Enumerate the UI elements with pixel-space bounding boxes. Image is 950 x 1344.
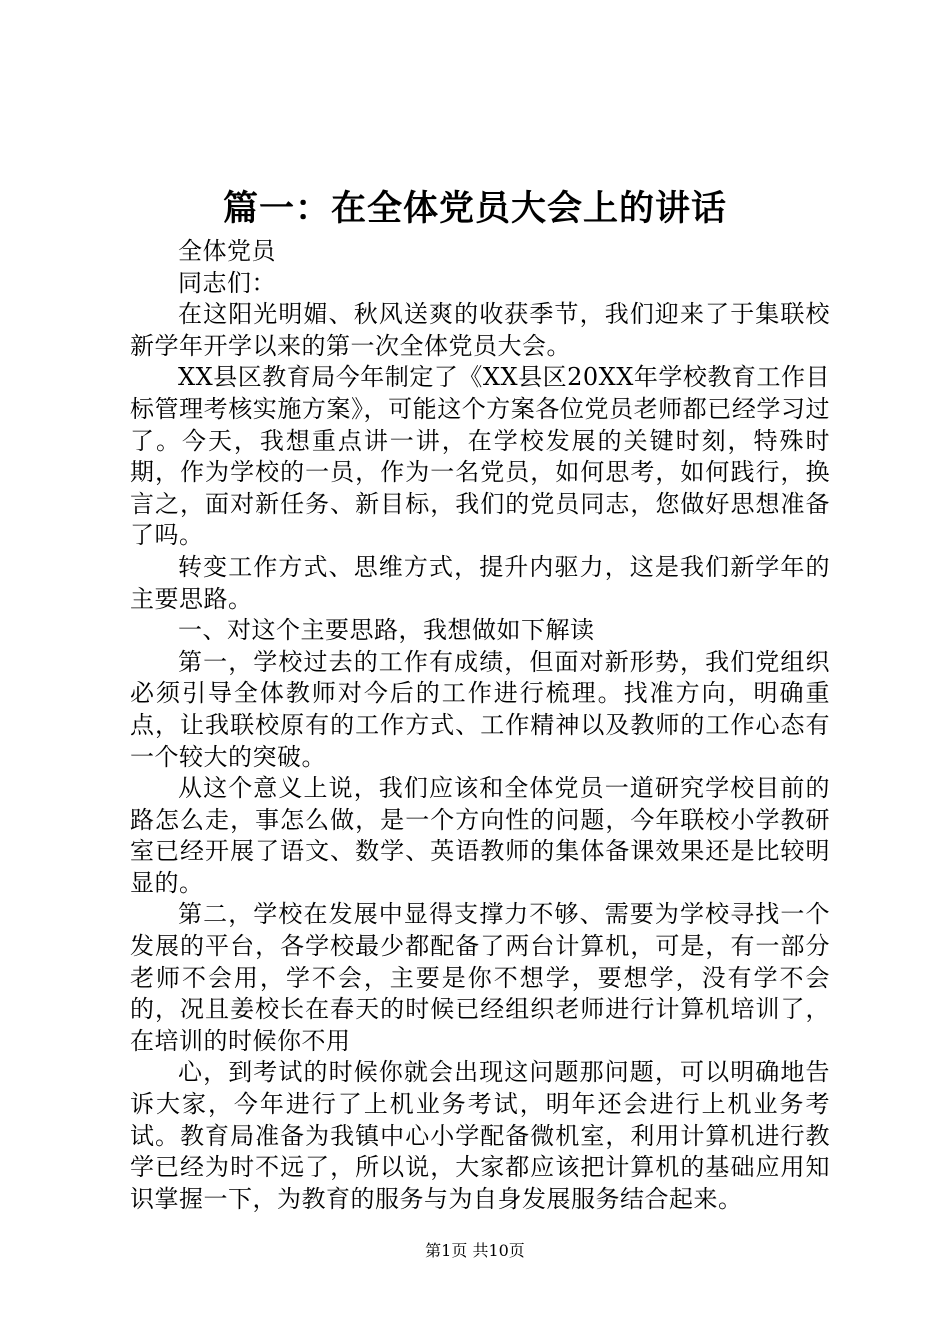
salutation-line: 全体党员 — [178, 237, 276, 265]
greeting-line: 同志们： — [178, 268, 276, 297]
paragraph: 转变工作方式、思维方式，提升内驱力，这是我们新学年的主要思路。 — [130, 552, 830, 613]
paragraph: 第二，学校在发展中显得支撑力不够、需要为学校寻找一个发展的平台，各学校最少都配备了两台计算机，可是，有一部分老师不会用，学不会，主要是你不想学，要想学，没有学不会的，况且姜校长在春天的时候已经组织老师进行计算机培训了，在培训的时候你不用 — [130, 900, 830, 1055]
paragraph: 从这个意义上说，我们应该和全体党员一道研究学校目前的路怎么走，事怎么做，是一个方向性的问题，今年联校小学教研室已经开展了语文、数学、英语教师的集体备课效果还是比较明显的。 — [130, 774, 830, 897]
paragraph: XX县区教育局今年制定了《XX县区20XX年学校教育工作目标管理考核实施方案》，可能这个方案各位党员老师都已经学习过了。今天，我想重点讲一讲，在学校发展的关键时刻，特殊时期，作为学校的一员，作为一名党员，如何思考，如何践行，换言之，面对新任务、新目标，我们的党员同志，您做好思想准备了吗。 — [130, 363, 830, 550]
paragraph: 心，到考试的时候你就会出现这问题那问题，可以明确地告诉大家，今年进行了上机业务考试，明年还会进行上机业务考试。教育局准备为我镇中心小学配备微机室，利用计算机进行教学已经为时不远了，所以说，大家都应该把计算机的基础应用知识掌握一下，为教育的服务与为自身发展服务结合起来。 — [130, 1058, 830, 1213]
paragraph: 第一，学校过去的工作有成绩，但面对新形势，我们党组织必须引导全体教师对今后的工作进行梳理。找准方向，明确重点，让我联校原有的工作方式、工作精神以及教师的工作心态有一个较大的突破。 — [130, 647, 830, 771]
document-title: 篇一：在全体党员大会上的讲话 — [222, 188, 727, 229]
page-footer: 第1页 共10页 — [425, 1241, 525, 1260]
document-body — [130, 236, 830, 1215]
paragraph: 在这阳光明媚、秋风送爽的收获季节，我们迎来了于集联校新学年开学以来的第一次全体党员大会。 — [130, 300, 830, 360]
section-heading: 一、对这个主要思路，我想做如下解读 — [178, 616, 595, 645]
